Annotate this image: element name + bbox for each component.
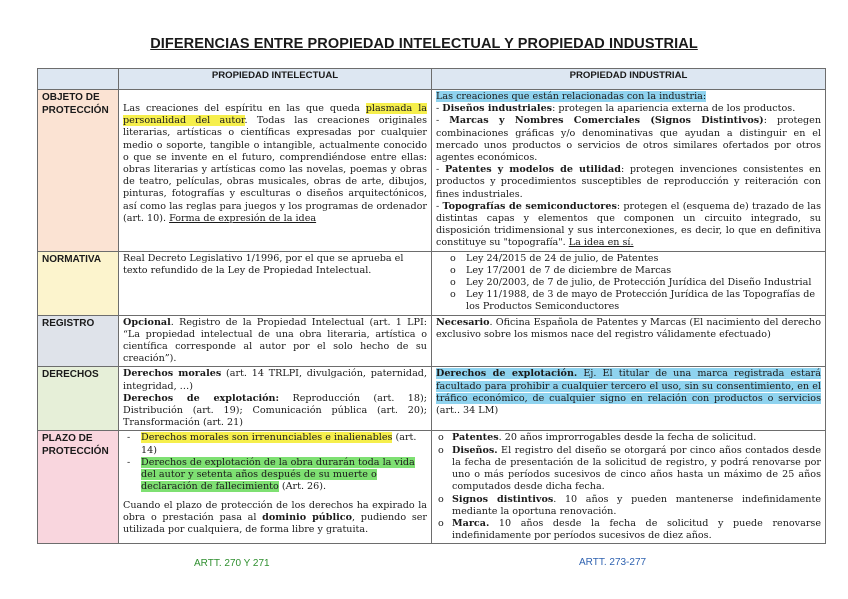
row-plazo (38, 431, 826, 544)
list-item: - Derechos morales son irrenunciables e inalienables (art. 14) (141, 432, 427, 456)
registro-intelectual: Opcional. Registro de la Propiedad Intelectual (art. 1 LPI: “La propiedad intelectual de una obra literaria, artística o científica corresponde al autor por el solo hecho de su creación”). (119, 315, 432, 367)
row-objeto (38, 90, 826, 252)
footer-right-reference: ARTT. 273-277 (579, 557, 647, 568)
page-title: DIFERENCIAS ENTRE PROPIEDAD INTELECTUAL Y PROPIEDAD INDUSTRIAL (150, 36, 698, 52)
registro-industrial: Necesario. Oficina Española de Patentes y Marcas (El nacimiento del derecho exclusivo sobre los mismos nace del registro válidamente efectuado) (432, 315, 826, 367)
label-derechos: DERECHOS (38, 367, 119, 431)
header-propiedad-intelectual: PROPIEDAD INTELECTUAL (119, 69, 432, 90)
list-item: o Patentes. 20 años improrrogables desde la fecha de solicitud. (452, 432, 821, 444)
plazo-intelectual: - Derechos morales son irrenunciables e inalienables (art. 14) - Derechos de explotación de la obra durarán toda la vida del autor y setenta años después de su muerte o declaración de fallecimiento (Art. 26). Cuando el plazo de protección de los derechos ha expirado la obra o prestación pasa al dominio público, pudiendo ser utilizada por cualquiera, de forma libre y gratuita. (119, 431, 432, 544)
row-normativa (38, 251, 826, 315)
row-registro (38, 315, 826, 367)
plazo-industrial (432, 431, 826, 544)
label-registro: REGISTRO (38, 315, 119, 367)
derechos-intelectual: Derechos morales (art. 14 TRLPI, divulgación, paternidad, integridad, …) Derechos de explotación: Reproducción (art. 18); Distribución (art. 19); Comunicación pública (art. 20); Transformación (art. 21) (119, 367, 432, 431)
header-row (38, 69, 826, 90)
objeto-pin-intro: Las creaciones que están relacionadas con la industria: (436, 91, 707, 102)
normativa-industrial (432, 251, 826, 315)
comparison-table (37, 68, 826, 544)
objeto-intelectual (119, 90, 432, 252)
objeto-pin-item: - Patentes y modelos de utilidad: protegen invenciones consistentes en productos y procedimientos susceptibles de reproducción y reiteración con fines industriales. (436, 164, 821, 200)
list-item: o Marca. 10 años desde la fecha de solicitud y puede renovarse indefinidamente por períodos sucesivos de diez años. (452, 518, 821, 542)
list-item: - Derechos de explotación de la obra durarán toda la vida del autor y setenta años después de su muerte o declaración de fallecimiento (Art. 26). (141, 457, 427, 494)
objeto-pi-text-a: Las creaciones del espíritu en las que queda (123, 103, 366, 114)
list-item: o Signos distintivos. 10 años y pueden mantenerse indefinidamente mediante la oportuna renovación. (452, 494, 821, 518)
label-objeto: OBJETO DE PROTECCIÓN (38, 90, 119, 252)
label-normativa: NORMATIVA (38, 251, 119, 315)
objeto-pin-item: - Topografías de semiconductores: protegen el (esquema de) trazado de las distintas capas y elementos que componen un circuito integrado, su disposición tridimensional y sus interconexiones, es decir, lo que en definitiva constituye su "topografía". La idea en sí. (436, 200, 821, 249)
list-item: o Ley 20/2003, de 7 de julio, de Protección Jurídica del Diseño Industrial (466, 277, 821, 289)
footer-left-reference: ARTT. 270 Y 271 (194, 558, 270, 569)
objeto-pin-underline: La idea en sí. (568, 237, 634, 249)
row-derechos (38, 367, 826, 431)
objeto-pi-text-b: . Todas las creaciones originales literarias, artísticas o científicas expresadas por cualquier medio o soporte, tangible o intangible, actualmente conocido o que se invente en el futuro, comprendiéndose entre ellas: obras literarias y artísticas como las novelas, poemas y obras de teatro, películas, obras musicales, obras de arte, dibujos, pinturas, fotografías y esculturas o diseños arquitectónicos, así como las reglas para juegos y los programas de ordenador (art. 10). (123, 115, 427, 224)
list-item: o Ley 17/2001 de 7 de diciembre de Marcas (466, 265, 821, 277)
objeto-industrial (432, 90, 826, 252)
normativa-intelectual: Real Decreto Legislativo 1/1996, por el que se aprueba el texto refundido de la Ley de Propiedad Intelectual. (119, 251, 432, 315)
objeto-pi-highlight: plasmada la personalidad del autor (123, 103, 427, 127)
list-item: o Ley 11/1988, de 3 de mayo de Protección Jurídica de las Topografías de los Productos Semiconductores (466, 289, 821, 313)
objeto-pi-underline: Forma de expresión de la idea (169, 212, 317, 224)
objeto-pin-item: - Marcas y Nombres Comerciales (Signos Distintivos): protegen combinaciones gráficas y/o denominativas que ayudan a distinguir en el mercado unos productos o servicios de otros similares ofertados por otros agentes económicos. (436, 115, 821, 164)
header-propiedad-industrial: PROPIEDAD INDUSTRIAL (432, 69, 826, 90)
derechos-industrial: Derechos de explotación. Ej. El titular de una marca registrada estará facultado para prohibir a cualquier tercero el uso, sin su consentimiento, en el tráfico económico, de cualquier signo en relación con productos o servicios (art.. 34 LM) (432, 367, 826, 431)
list-item: o Diseños. El registro del diseño se otorgará por cinco años contados desde la fecha de presentación de la solicitud de registro, y podrá renovarse por uno o más períodos sucesivos de cinco años hasta un máximo de 25 años computados desde dicha fecha. (452, 445, 821, 494)
derechos-pin-highlight: Ej. El titular de una marca registrada estará facultado para prohibir a cualquier tercero el uso, sin su consentimiento, en el tráfico económico, de cualquier signo en relación con productos o servicios (436, 368, 821, 404)
header-blank (38, 69, 119, 90)
objeto-pin-item: - Diseños industriales: protegen la apariencia externa de los productos. (436, 103, 796, 115)
list-item: o Ley 24/2015 de 24 de julio, de Patentes (466, 253, 821, 265)
label-plazo: PLAZO DE PROTECCIÓN (38, 431, 119, 544)
